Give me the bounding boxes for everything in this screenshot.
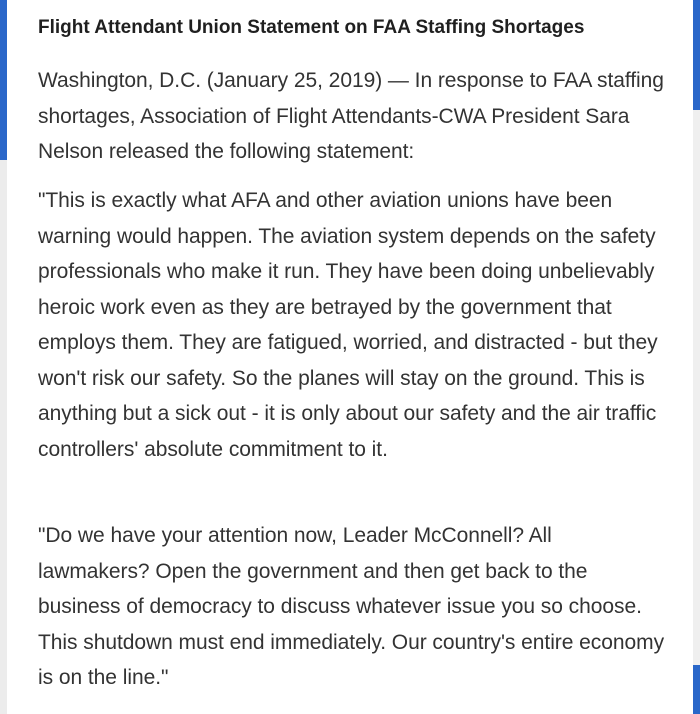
statement-intro-paragraph: Washington, D.C. (January 25, 2019) — In response to FAA staffing shortages, Association of Flight Attendants-CWA President Sara Nelson released the following statement: — [38, 69, 664, 163]
left-accent-bar — [0, 0, 7, 160]
statement-title: Flight Attendant Union Statement on FAA Staffing Shortages — [38, 17, 585, 38]
statement-quote-paragraph-1: "This is exactly what AFA and other aviation unions have been warning would happen. The aviation system depends on the safety professionals who make it run. They have been doing unbelievably heroic work even as they are betrayed by the government that employs them. They are fatigued, worried, and distracted - but they won't risk our safety. So the planes will stay on the ground. This is anything but a sick out - it is only about our safety and the air traffic controllers' absolute commitment to it. — [38, 189, 658, 461]
right-accent-bar-top — [693, 0, 700, 110]
right-accent-bar-bottom — [693, 665, 700, 714]
statement-quote-paragraph-2: "Do we have your attention now, Leader McConnell? All lawmakers? Open the government and then get back to the business of democracy to discuss whatever issue you so choose. This shutdown must end immediately. Our country's entire economy is on the line." — [38, 524, 665, 689]
